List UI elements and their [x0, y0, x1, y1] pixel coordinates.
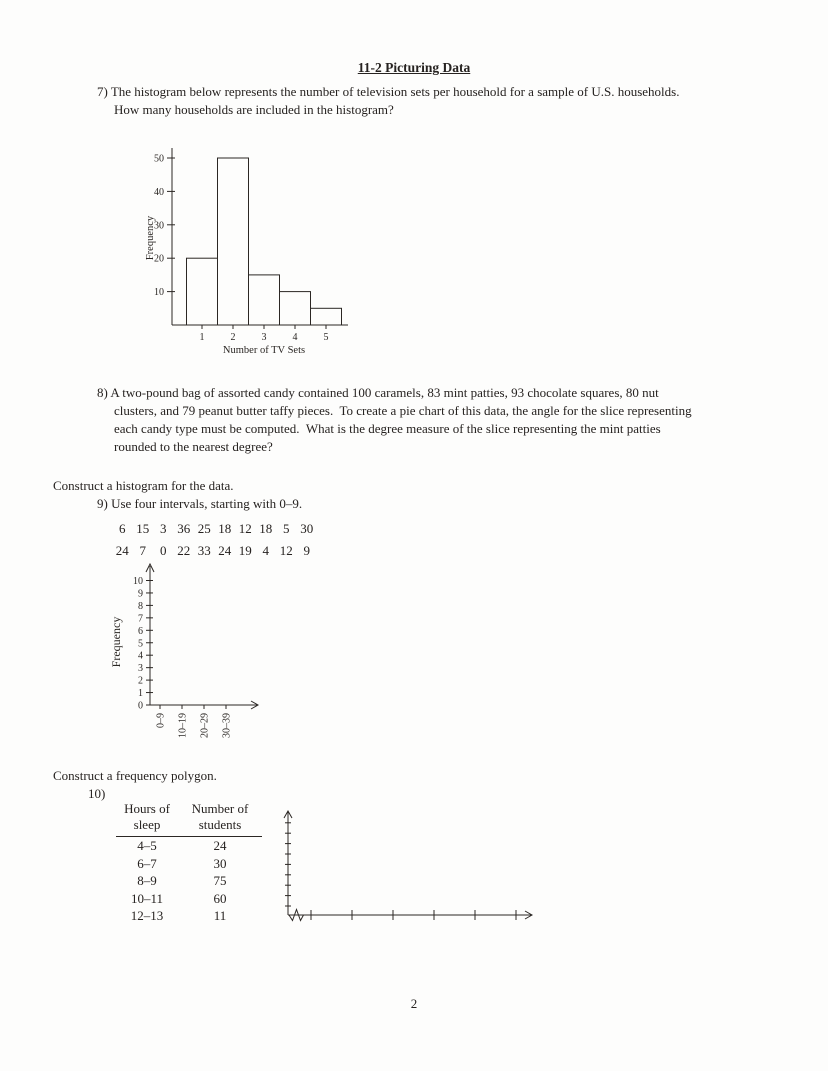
student-count-cell: 30: [213, 855, 227, 871]
sleep-table-row: [116, 855, 262, 873]
y-tick-label: 40: [154, 186, 164, 198]
student-count-cell: 60: [213, 890, 227, 906]
blank-histogram-svg: [100, 556, 280, 756]
histogram-bar: [311, 308, 342, 325]
col1-header-line2: sleep: [133, 817, 161, 832]
col2-header-line2: students: [198, 817, 242, 832]
y-tick-label: 6: [138, 625, 143, 637]
y-tick-label: 1: [138, 688, 143, 700]
x-axis-title: Number of TV Sets: [222, 345, 306, 356]
histogram-bar: [249, 275, 280, 325]
section10-heading: Construct a frequency polygon.: [53, 768, 217, 783]
y-tick-label: 3: [138, 663, 143, 675]
sleep-table-row: [116, 907, 262, 925]
sleep-table-col1-header: [116, 801, 178, 833]
q9-data-value: 6: [119, 521, 126, 536]
polygon-axes-svg: [278, 803, 548, 933]
q9-data-value: 22: [177, 543, 191, 558]
q9-data-value: 18: [259, 521, 273, 536]
x-tick-label: 1: [199, 332, 205, 343]
y-axis-title: Frequency: [145, 215, 156, 261]
x-tick-label: 4: [292, 332, 298, 343]
page-number: 2: [410, 996, 418, 1011]
sleep-table-row: [116, 890, 262, 908]
y-tick-label: 10: [133, 576, 143, 587]
sleep-interval-cell: 10–11: [130, 890, 164, 906]
y-tick-label: 2: [138, 675, 143, 687]
q9-data-value: 9: [303, 543, 310, 558]
sleep-interval-cell: 8–9: [137, 873, 157, 888]
q9-data-value: 3: [160, 521, 167, 536]
q9-data-value: 12: [279, 543, 293, 558]
q10-number: 10): [88, 786, 106, 801]
q7-text-line2: How many households are included in the histogram?: [114, 102, 394, 117]
q9-data-row: [112, 518, 317, 540]
sleep-interval-cell: 12–13: [130, 908, 164, 923]
page-title: 11-2 Picturing Data: [357, 60, 471, 75]
histogram-bar: [280, 292, 311, 325]
q9-data-value: 24: [218, 543, 232, 558]
q9-data-value: 4: [262, 543, 269, 558]
section9-heading: Construct a histogram for the data.: [53, 478, 234, 493]
q9-data-value: 15: [136, 521, 150, 536]
x-interval-label: 10–19: [177, 713, 189, 738]
y-tick-label: 20: [154, 253, 164, 265]
q9-data-value: 24: [115, 543, 129, 558]
q9-data-value: 5: [283, 521, 290, 536]
histogram-bar: [218, 158, 249, 325]
sleep-interval-cell: 4–5: [137, 838, 157, 853]
y-tick-label: 8: [138, 600, 143, 612]
student-count-cell: 75: [213, 873, 227, 888]
q9-data-value: 19: [238, 543, 252, 558]
x-interval-label: 30–39: [221, 713, 233, 738]
x-interval-label: 0–9: [155, 713, 167, 728]
sleep-table-col2-header: [178, 801, 262, 833]
q9-prompt: 9) Use four intervals, starting with 0–9.: [97, 496, 303, 511]
q9-data-value: 33: [197, 543, 211, 558]
x-tick-label: 2: [230, 332, 236, 343]
q9-data-value: 25: [197, 521, 211, 536]
student-count-cell: 11: [213, 908, 227, 923]
y-tick-label: 30: [154, 220, 164, 232]
y-tick-label: 4: [138, 650, 143, 662]
y-tick-label: 50: [154, 153, 164, 165]
x-tick-label: 5: [323, 332, 329, 343]
y-tick-label: 10: [154, 287, 164, 299]
x-tick-label: 3: [261, 332, 267, 343]
q9-data-value: 0: [160, 543, 167, 558]
q8-text-line3: each candy type must be computed. What is the degree measure of the slice representing the mint patties: [114, 421, 661, 436]
y-tick-label: 7: [138, 613, 143, 625]
col2-header-line1: Number of: [191, 801, 249, 816]
sleep-table-body: [116, 837, 262, 925]
y-tick-label: 0: [138, 700, 143, 712]
x-interval-label: 20–29: [199, 713, 211, 738]
q9-data-value: 36: [177, 521, 191, 536]
y-tick-label: 5: [138, 638, 143, 650]
q9-data-value: 18: [218, 521, 232, 536]
sleep-interval-cell: 6–7: [137, 855, 157, 871]
q8-text-line4: rounded to the nearest degree?: [114, 439, 273, 454]
sleep-table-header: [116, 801, 262, 837]
sleep-table-row: [116, 837, 262, 855]
student-count-cell: 24: [213, 838, 227, 853]
q9-data-value: 12: [238, 521, 252, 536]
q8-text-line2: clusters, and 79 peanut butter taffy pieces. To create a pie chart of this data, the angle for the slice representing: [114, 403, 692, 418]
sleep-table-row: [116, 872, 262, 890]
sleep-table: [116, 801, 262, 925]
q9-data-value: 30: [300, 521, 314, 536]
tv-histogram-svg: [140, 138, 365, 366]
y-axis-title: Frequency: [109, 616, 123, 668]
y-tick-label: 9: [138, 588, 143, 600]
q9-data-value: 7: [139, 543, 146, 558]
q8-text-line1: 8) A two-pound bag of assorted candy contained 100 caramels, 83 mint patties, 93 chocolate squares, 80 nut: [97, 385, 659, 400]
histogram-bar: [187, 258, 218, 325]
q7-text-line1: 7) The histogram below represents the number of television sets per household for a sample of U.S. households.: [97, 84, 680, 99]
col1-header-line1: Hours of: [124, 801, 170, 816]
